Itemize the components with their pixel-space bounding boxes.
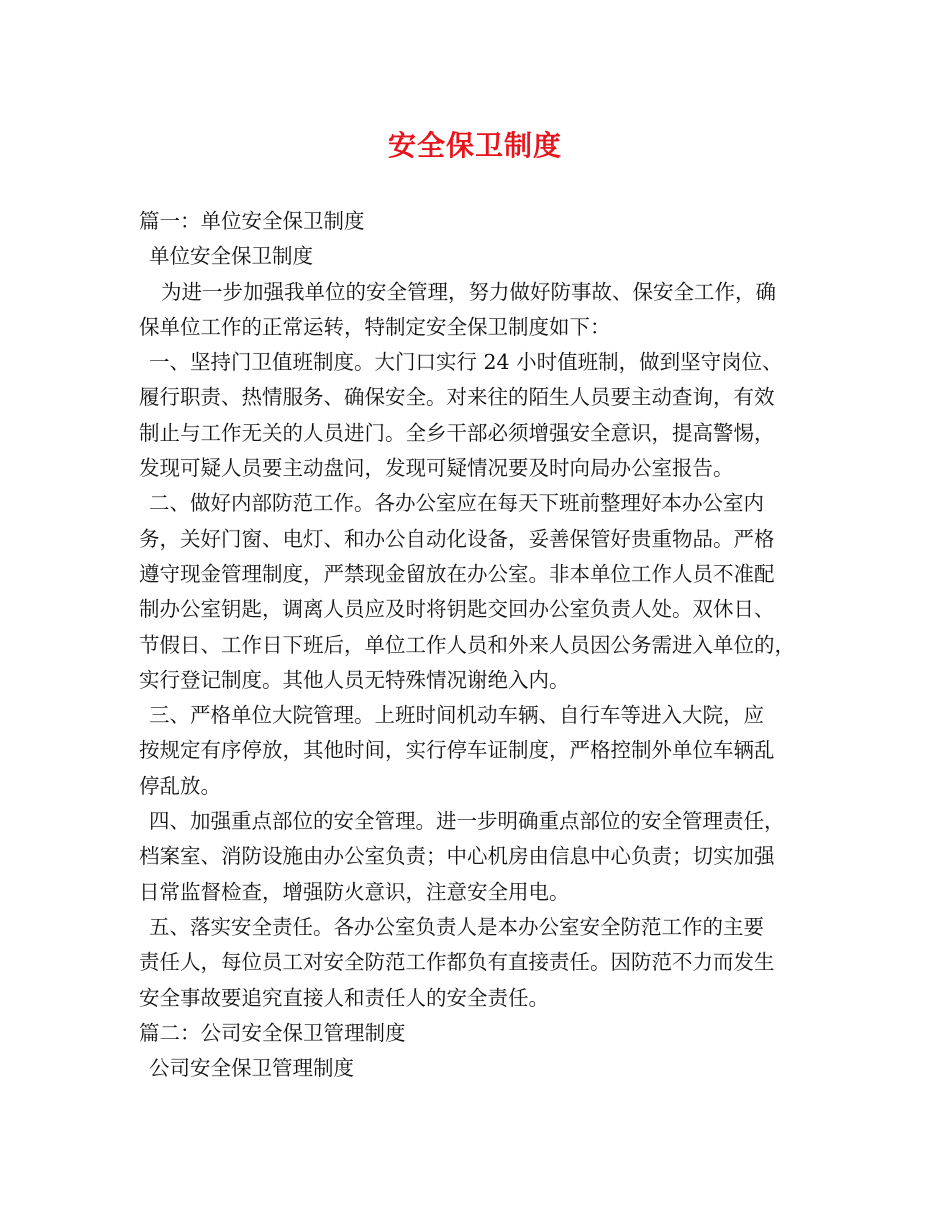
- text-line: 日常监督检查，增强防火意识，注意安全用电。: [139, 879, 570, 904]
- document-body: [139, 204, 824, 1086]
- text-line: 三、严格单位大院管理。上班时间机动车辆、自行车等进入大院，应: [149, 703, 764, 728]
- text-line: 履行职责、热情服务、确保安全。对来往的陌生人员要主动查询，有效: [139, 385, 775, 410]
- text-line: 制止与工作无关的人员进门。全乡干部必须增强安全意识，提高警惕，: [139, 420, 775, 445]
- text-line: 保单位工作的正常运转，特制定安全保卫制度如下：: [139, 314, 611, 339]
- text-line: 五、落实安全责任。各办公室负责人是本办公室安全防范工作的主要: [149, 914, 764, 939]
- text-line: 实行登记制度。其他人员无特殊情况谢绝入内。: [139, 667, 570, 692]
- text-line: 安全事故要追究直接人和责任人的安全责任。: [139, 985, 549, 1010]
- text-line: 节假日、工作日下班后，单位工作人员和外来人员因公务需进入单位的，: [139, 632, 795, 657]
- text-line: 务，关好门窗、电灯、和办公自动化设备，妥善保管好贵重物品。严格: [139, 526, 775, 551]
- text-line: 遵守现金管理制度，严禁现金留放在办公室。非本单位工作人员不准配: [139, 561, 775, 586]
- text-line: 停乱放。: [139, 773, 221, 798]
- text-line: 制办公室钥匙，调离人员应及时将钥匙交回办公室负责人处。双休日、: [139, 597, 775, 622]
- text-line: 篇一：单位安全保卫制度: [139, 209, 365, 233]
- text-line: 二、做好内部防范工作。各办公室应在每天下班前整理好本办公室内: [149, 491, 764, 516]
- text-line: 责任人，每位员工对安全防范工作都负有直接责任。因防范不力而发生: [139, 950, 775, 975]
- text-line: 档案室、消防设施由办公室负责；中心机房由信息中心负责；切实加强: [139, 844, 775, 869]
- text-line: 按规定有序停放，其他时间，实行停车证制度，严格控制外单位车辆乱: [139, 738, 775, 763]
- document-title: 安全保卫制度: [387, 129, 562, 162]
- text-line: 为进一步加强我单位的安全管理，努力做好防事故、保安全工作，确: [161, 279, 776, 304]
- text-line: 公司安全保卫管理制度: [149, 1056, 354, 1081]
- text-line: 篇二：公司安全保卫管理制度: [139, 1020, 406, 1045]
- text-line: 一、坚持门卫值班制度。大门口实行 24 小时值班制，做到坚守岗位、: [149, 350, 783, 375]
- text-line: 发现可疑人员要主动盘问，发现可疑情况要及时向局办公室报告。: [139, 456, 734, 481]
- text-line: 单位安全保卫制度: [149, 244, 313, 269]
- text-line: 四、加强重点部位的安全管理。进一步明确重点部位的安全管理责任，: [149, 809, 785, 834]
